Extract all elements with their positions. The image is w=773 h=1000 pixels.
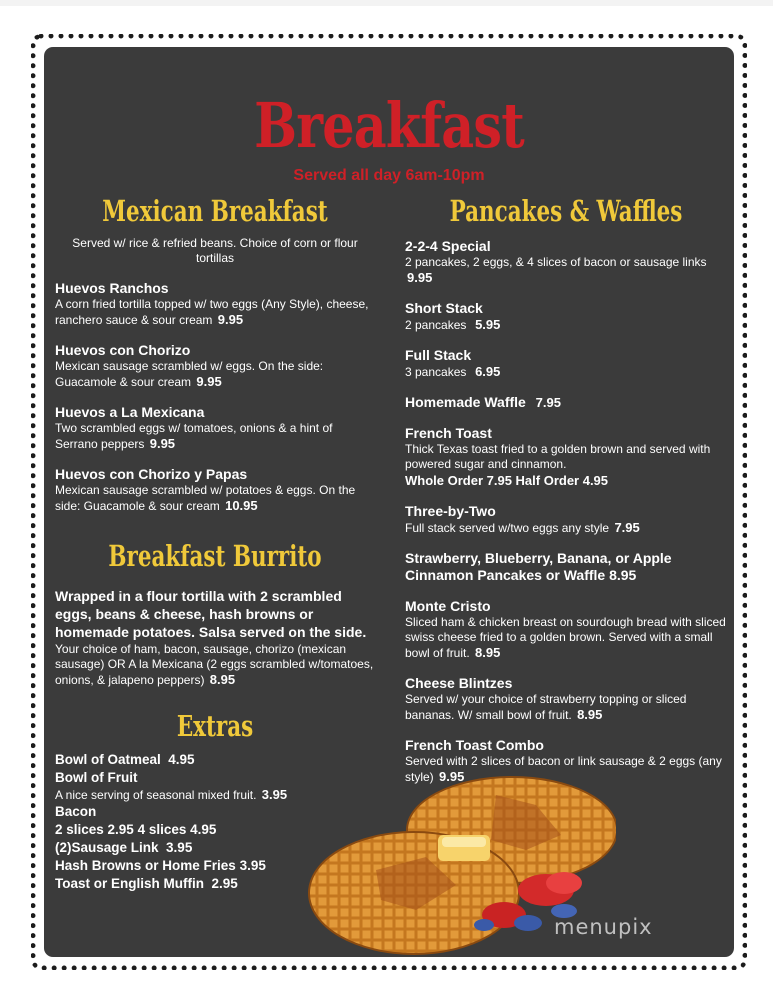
item-desc: Mexican sausage scrambled w/ eggs. On the side: Guacamole & sour cream 9.95 (55, 359, 324, 389)
menu-title: Breakfast (254, 89, 524, 162)
item-name: Monte Cristo (405, 598, 491, 614)
item-price: 9.95 (149, 436, 176, 451)
burrito-price: 8.95 (209, 672, 236, 687)
extra-item: Bacon (55, 804, 97, 819)
extra-item: Bowl of Fruit (55, 770, 138, 785)
butter-pat (438, 835, 490, 861)
item-name: Full Stack (405, 347, 472, 363)
menu-item (55, 342, 375, 390)
menu-item (405, 675, 727, 723)
extra-item: Toast or English Muffin 2.95 (55, 876, 238, 891)
menu-board (44, 47, 734, 957)
item-desc: Served w/ your choice of strawberry topping or sliced bananas. W/ small bowl of fruit. 8.95 (405, 692, 687, 722)
item-desc: Thick Texas toast fried to a golden brown and served with powered sugar and cinnamon. (405, 442, 711, 471)
menu-item (405, 300, 727, 333)
item-desc: Two scrambled eggs w/ tomatoes, onions & a hint of Serrano peppers 9.95 (55, 421, 333, 451)
item-name: Short Stack (405, 300, 483, 316)
burrito-desc: Your choice of ham, bacon, sausage, chorizo (mexican sausage) OR A la Mexicana (2 eggs scrambled w/tomatoes, onions, & jalapeno peppers) 8.95 (55, 642, 374, 687)
item-name: Huevos a La Mexicana (55, 404, 205, 420)
menu-item (405, 347, 727, 380)
menu-item (55, 404, 375, 452)
item-desc: Served with 2 slices of bacon or link sausage & 2 eggs (any style) 9.95 (405, 754, 722, 784)
right-column (405, 194, 727, 785)
extras-heading: Extras (176, 709, 254, 743)
menu-item (405, 503, 727, 536)
breakfast-burrito-heading: Breakfast Burrito (108, 539, 322, 573)
item-name: Cheese Blintzes (405, 675, 513, 691)
item-name: French Toast Combo (405, 737, 544, 753)
item-price: 9.95 (196, 374, 222, 389)
extra-item: Bowl of Oatmeal 4.95 (55, 752, 195, 767)
extra-item: 2 slices 2.95 4 slices 4.95 (55, 822, 217, 837)
item-name: Huevos Ranchos (55, 280, 169, 296)
item-desc: A corn fried tortilla topped w/ two eggs (Any Style), cheese, ranchero sauce & sour cream 9.95 (55, 297, 369, 327)
item-prices: Whole Order 7.95 Half Order 4.95 (405, 473, 609, 488)
item-desc: Sliced ham & chicken breast on sourdough bread with sliced swiss cheese fried to a golden brown. Served with a small bowl of fruit. 8.95 (405, 615, 726, 660)
mexican-note: Served w/ rice & refried beans. Choice of corn or flour tortillas (72, 236, 358, 265)
menu-item (405, 598, 727, 661)
menu-item (55, 466, 375, 514)
top-strip (0, 0, 773, 6)
menu-subtitle: Served all day 6am-10pm (293, 167, 485, 184)
menu-item (405, 394, 727, 411)
burrito-summary: Wrapped in a flour tortilla with 2 scrambled eggs, beans & cheese, hash browns or homemade potatoes. Salsa served on the side. (55, 588, 367, 640)
menu-item (405, 550, 727, 584)
item-name: Three-by-Two (405, 503, 496, 519)
item-desc: 3 pancakes 6.95 (405, 364, 501, 379)
item-name: Huevos con Chorizo y Papas (55, 466, 248, 482)
item-name: Strawberry, Blueberry, Banana, or Apple Cinnamon Pancakes or Waffle 8.95 (405, 550, 672, 583)
item-desc: Full stack served w/two eggs any style 7.95 (405, 520, 640, 535)
item-price: 10.95 (225, 498, 258, 513)
extra-item: Hash Browns or Home Fries 3.95 (55, 858, 266, 873)
menu-item (405, 425, 727, 489)
extra-item: (2)Sausage Link 3.95 (55, 840, 193, 855)
menupix-watermark: menupix (554, 915, 653, 939)
pancakes-waffles-heading: Pancakes & Waffles (449, 194, 683, 228)
menu-item (405, 238, 727, 286)
item-name: 2-2-4 Special (405, 238, 491, 254)
mexican-breakfast-heading: Mexican Breakfast (102, 194, 328, 228)
item-price: 9.95 (217, 312, 244, 327)
item-desc: 2 pancakes, 2 eggs, & 4 slices of bacon or sausage links 9.95 (405, 255, 707, 285)
item-name: French Toast (405, 425, 492, 441)
item-desc: 2 pancakes 5.95 (405, 317, 501, 332)
item-name: Homemade Waffle 7.95 (405, 394, 561, 410)
item-name: Huevos con Chorizo (55, 342, 191, 358)
extra-desc: A nice serving of seasonal mixed fruit. 3.95 (55, 787, 288, 802)
menu-item (55, 280, 375, 328)
item-desc: Mexican sausage scrambled w/ potatoes & eggs. On the side: Guacamole & sour cream 10.95 (55, 483, 356, 513)
